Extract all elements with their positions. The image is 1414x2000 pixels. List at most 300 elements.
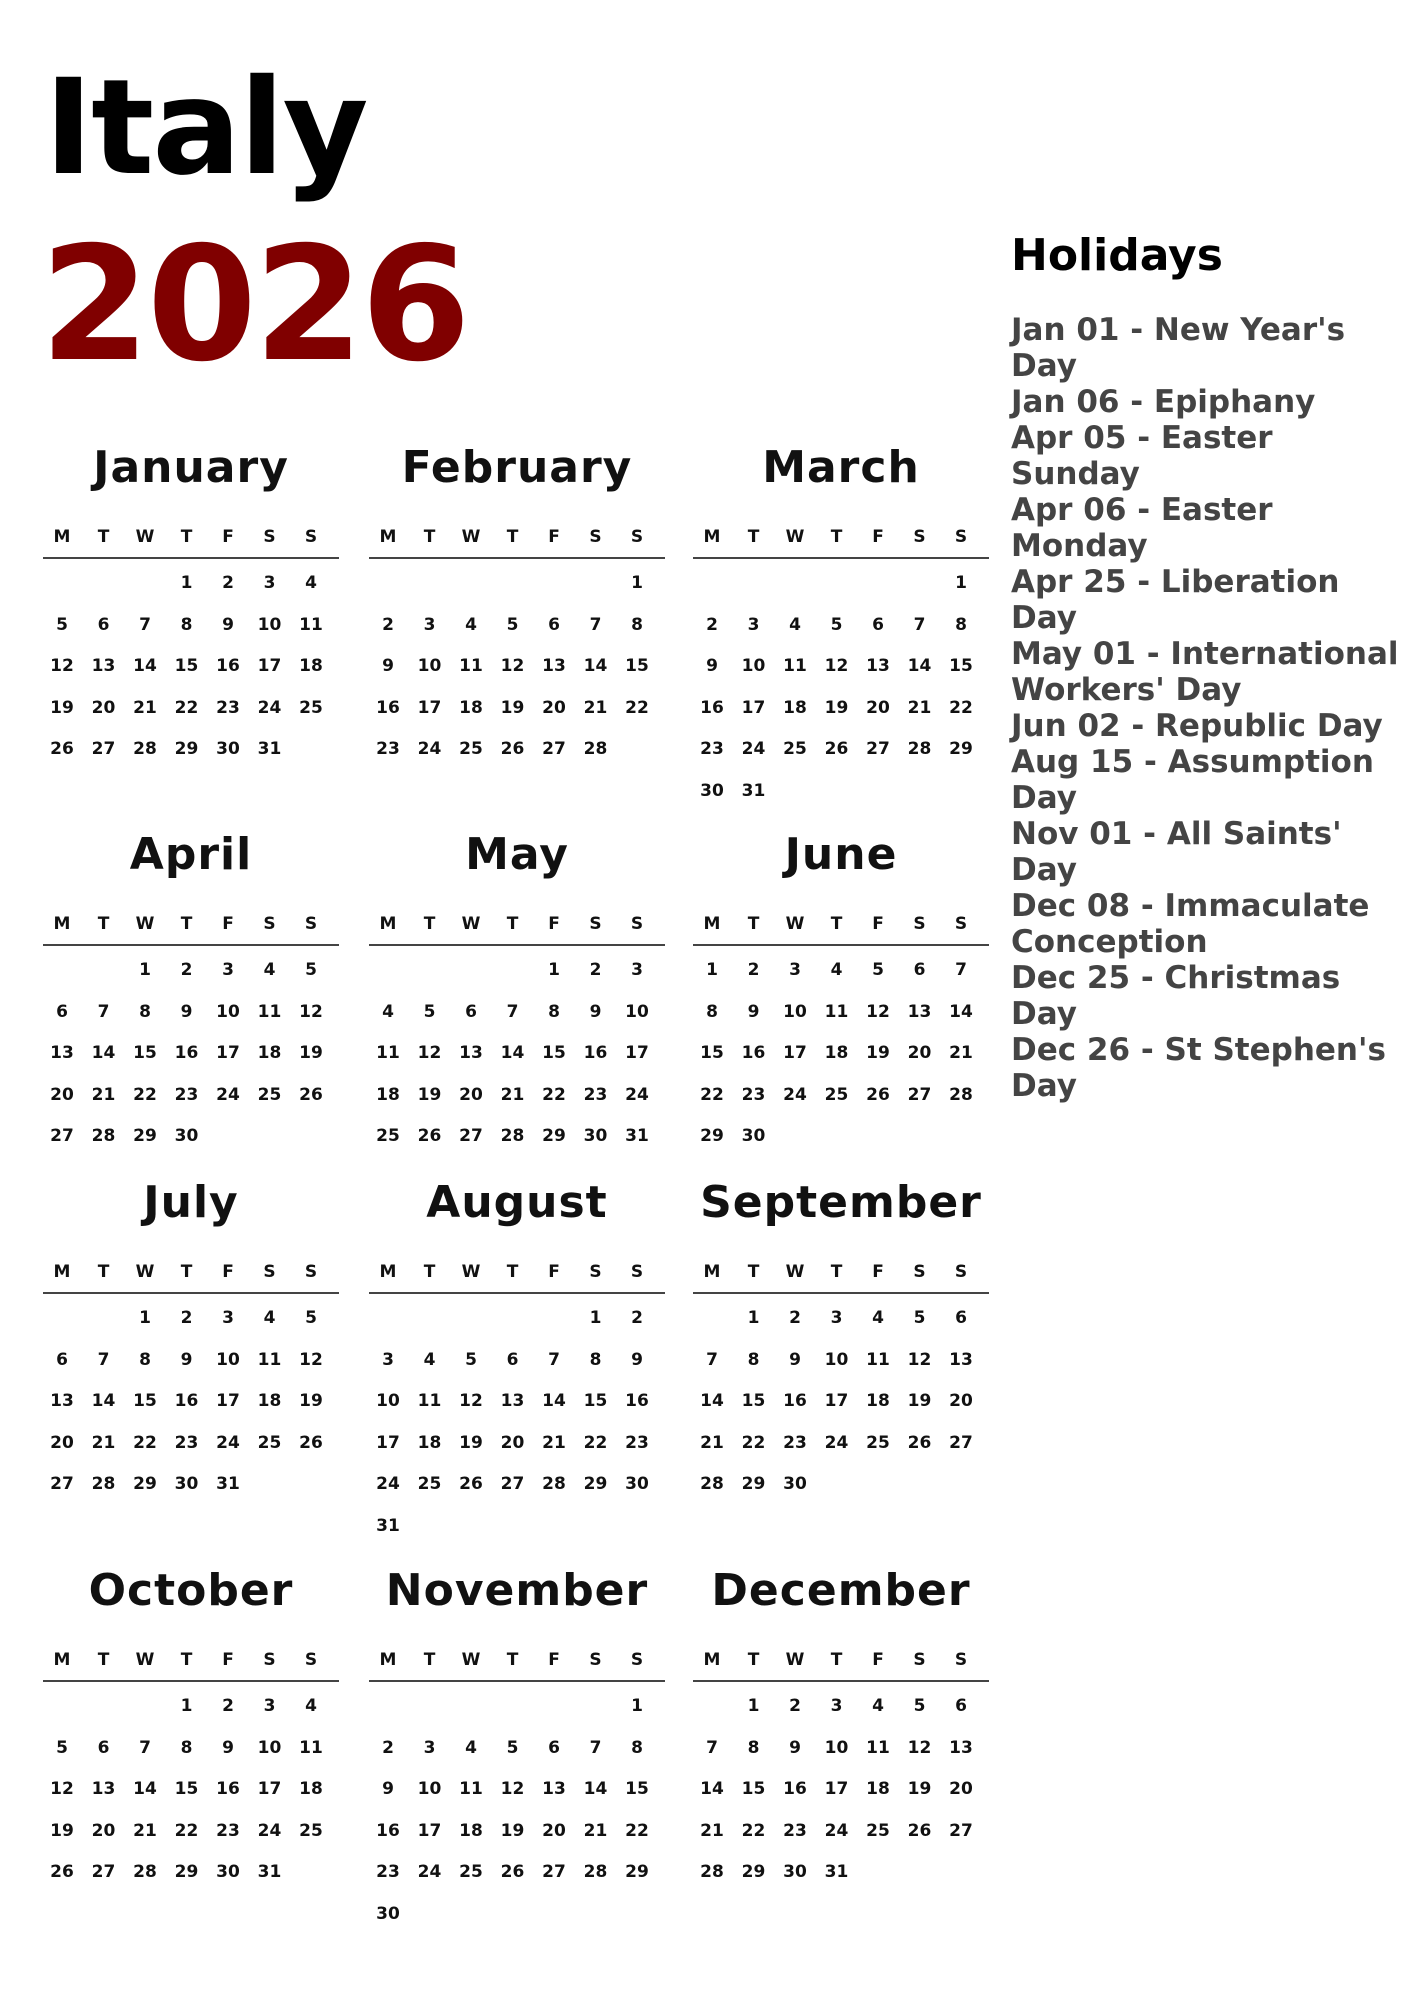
day-cell: 11 [376, 1043, 400, 1063]
day-cell: 1 [180, 1696, 193, 1716]
day-cell: 17 [417, 697, 442, 718]
weekday-label: W [785, 914, 805, 934]
weekday-label: T [506, 527, 519, 547]
day-cell: 22 [741, 1432, 766, 1453]
day-cell: 4 [465, 614, 477, 635]
day-cell: 12 [866, 1001, 890, 1022]
day-cell: 30 [741, 1126, 766, 1146]
day-cell: 24 [417, 1862, 442, 1882]
day-cell: 22 [542, 1084, 566, 1105]
weekday-label: S [630, 1262, 644, 1282]
weekday-label: F [222, 914, 234, 934]
day-cell: 5 [465, 1349, 477, 1370]
day-cell: 5 [506, 1737, 519, 1758]
day-cell: 21 [91, 1084, 116, 1105]
weekday-label: F [222, 527, 234, 547]
day-cell: 5 [305, 1308, 317, 1328]
day-cell: 3 [222, 960, 234, 980]
day-cell: 7 [548, 1349, 560, 1370]
weekday-label: F [872, 527, 884, 547]
day-cell: 6 [548, 1737, 560, 1758]
day-cell: 22 [583, 1432, 608, 1453]
day-cell: 10 [417, 1779, 442, 1799]
day-cell: 27 [542, 1862, 566, 1882]
day-cell: 28 [133, 1862, 157, 1882]
day-cell: 5 [506, 614, 519, 635]
day-cell: 20 [500, 1432, 525, 1453]
weekday-label: T [180, 1262, 193, 1282]
weekday-label: T [747, 1650, 760, 1670]
day-cell: 18 [459, 697, 483, 718]
month-name: November [385, 1565, 649, 1616]
day-cell: 2 [222, 1696, 234, 1716]
day-cell: 22 [174, 1820, 199, 1841]
day-cell: 29 [542, 1126, 566, 1146]
day-cell: 3 [789, 960, 801, 980]
day-cell: 21 [907, 697, 932, 718]
day-cell: 15 [741, 1391, 766, 1411]
day-cell: 29 [583, 1474, 608, 1494]
month-name: January [93, 442, 289, 493]
day-cell: 31 [625, 1126, 649, 1146]
day-cell: 15 [741, 1779, 766, 1799]
day-cell: 25 [257, 1432, 282, 1453]
weekday-label: W [461, 914, 481, 934]
day-cell: 8 [139, 1349, 151, 1370]
month-name: June [784, 829, 898, 880]
day-cell: 11 [257, 1349, 282, 1370]
day-cell: 27 [907, 1084, 932, 1105]
day-cell: 20 [907, 1043, 932, 1063]
day-cell: 18 [299, 1779, 323, 1799]
weekday-label: T [830, 914, 843, 934]
holidays-title: Holidays [1011, 230, 1223, 281]
day-cell: 16 [625, 1391, 649, 1411]
day-cell: 7 [589, 1737, 602, 1758]
day-cell: 11 [866, 1737, 890, 1758]
day-cell: 11 [783, 656, 807, 676]
day-cell: 4 [305, 573, 317, 593]
day-cell: 29 [700, 1126, 724, 1146]
holiday-item: Jun 02 - Republic Day [1011, 708, 1383, 744]
day-cell: 23 [376, 739, 400, 759]
day-cell: 22 [174, 697, 199, 718]
day-cell: 30 [783, 1862, 807, 1882]
day-cell: 29 [133, 1126, 157, 1146]
weekday-label: S [304, 527, 318, 547]
day-cell: 26 [866, 1084, 890, 1105]
month-name: March [762, 442, 920, 493]
day-cell: 31 [741, 780, 766, 801]
day-cell: 20 [459, 1084, 483, 1105]
day-cell: 15 [133, 1043, 157, 1063]
holidays-panel [1011, 230, 1406, 1104]
weekday-label: W [461, 1650, 481, 1670]
holiday-list [1011, 312, 1406, 1104]
weekday-label: S [263, 1262, 276, 1282]
day-cell: 7 [139, 1737, 151, 1758]
day-cell: 7 [97, 1349, 110, 1370]
day-cell: 10 [824, 1737, 849, 1758]
day-cell: 14 [583, 1779, 608, 1799]
weekday-label: W [785, 527, 805, 547]
weekday-label: S [913, 1262, 926, 1282]
weekday-label: S [304, 1650, 318, 1670]
day-cell: 3 [263, 573, 276, 593]
day-cell: 30 [216, 1862, 240, 1882]
day-cell: 28 [949, 1084, 973, 1105]
day-cell: 23 [700, 739, 724, 759]
holiday-item: Jan 06 - Epiphany [1011, 384, 1316, 420]
day-cell: 9 [382, 656, 394, 676]
day-cell: 27 [91, 1862, 116, 1882]
weekday-label: T [97, 1650, 110, 1670]
weekday-label: W [135, 527, 155, 547]
month-name: October [88, 1565, 294, 1616]
weekday-label: F [222, 1650, 234, 1670]
day-cell: 18 [257, 1043, 282, 1063]
day-cell: 4 [830, 960, 843, 980]
month-name: May [465, 829, 569, 880]
weekday-label: M [379, 527, 397, 547]
day-cell: 27 [949, 1432, 973, 1453]
day-cell: 25 [459, 739, 483, 759]
month-name: December [711, 1565, 971, 1616]
day-cell: 25 [257, 1084, 282, 1105]
day-cell: 22 [133, 1084, 157, 1105]
day-cell: 8 [747, 1349, 760, 1370]
day-cell: 18 [783, 697, 807, 718]
day-cell: 16 [174, 1391, 199, 1411]
weekday-label: W [135, 914, 155, 934]
weekday-label: F [548, 527, 560, 547]
day-cell: 18 [866, 1391, 890, 1411]
day-cell: 8 [631, 1737, 643, 1758]
day-cell: 8 [180, 614, 193, 635]
day-cell: 17 [783, 1043, 807, 1063]
day-cell: 6 [955, 1696, 967, 1716]
day-cell: 10 [783, 1001, 807, 1022]
day-cell: 30 [783, 1474, 807, 1494]
month-name: September [700, 1177, 982, 1228]
day-cell: 18 [257, 1391, 282, 1411]
day-cell: 11 [299, 614, 323, 635]
weekday-label: F [872, 1262, 884, 1282]
day-cell: 27 [949, 1820, 973, 1841]
day-cell: 29 [133, 1474, 157, 1494]
day-cell: 17 [417, 1820, 442, 1841]
day-cell: 21 [133, 697, 157, 718]
day-cell: 17 [216, 1391, 240, 1411]
day-cell: 15 [583, 1391, 608, 1411]
day-cell: 14 [700, 1779, 724, 1799]
day-cell: 21 [500, 1084, 525, 1105]
day-cell: 29 [741, 1474, 766, 1494]
day-cell: 19 [907, 1779, 932, 1799]
day-cell: 2 [589, 960, 602, 980]
day-cell: 11 [459, 656, 483, 676]
day-cell: 3 [631, 960, 643, 980]
weekday-label: F [548, 914, 560, 934]
day-cell: 12 [50, 1779, 74, 1799]
day-cell: 27 [50, 1126, 74, 1146]
day-cell: 4 [789, 614, 801, 635]
day-cell: 3 [222, 1308, 234, 1328]
holiday-item: Apr 06 - Easter Monday [1011, 492, 1273, 564]
day-cell: 16 [583, 1043, 608, 1063]
day-cell: 4 [423, 1349, 436, 1370]
day-cell: 24 [216, 1084, 240, 1105]
weekday-label: T [747, 1262, 760, 1282]
day-cell: 19 [866, 1043, 890, 1063]
day-cell: 19 [500, 697, 525, 718]
day-cell: 4 [305, 1696, 317, 1716]
day-cell: 17 [376, 1432, 400, 1453]
day-cell: 26 [50, 1862, 74, 1882]
day-cell: 26 [299, 1432, 323, 1453]
month-name: August [426, 1177, 608, 1228]
day-cell: 23 [783, 1820, 807, 1841]
day-cell: 16 [216, 656, 240, 676]
day-cell: 14 [583, 656, 608, 676]
day-cell: 31 [376, 1515, 400, 1536]
day-cell: 8 [548, 1001, 560, 1022]
day-cell: 5 [423, 1001, 436, 1022]
weekday-label: T [830, 527, 843, 547]
weekday-header [693, 527, 989, 559]
day-cell: 28 [542, 1474, 566, 1494]
day-cell: 6 [548, 614, 560, 635]
day-cell: 14 [700, 1391, 724, 1411]
holiday-item: Dec 25 - Christmas Day [1011, 960, 1341, 1032]
day-cell: 2 [789, 1308, 801, 1328]
weekday-header [43, 1262, 339, 1294]
weekday-header [693, 914, 989, 946]
weekday-label: S [589, 1262, 602, 1282]
day-cell: 6 [913, 960, 926, 980]
weekday-label: F [548, 1650, 560, 1670]
day-cell: 23 [783, 1432, 807, 1453]
day-cell: 19 [50, 697, 74, 718]
day-cell: 20 [542, 1820, 566, 1841]
day-cell: 7 [955, 960, 967, 980]
day-cell: 12 [417, 1043, 442, 1063]
day-cell: 19 [417, 1084, 442, 1105]
day-cell: 5 [872, 960, 884, 980]
weekday-header [369, 1262, 665, 1294]
weekday-label: S [263, 914, 276, 934]
weekday-label: S [589, 914, 602, 934]
day-cell: 3 [423, 614, 436, 635]
day-cell: 22 [133, 1432, 157, 1453]
day-cell: 26 [907, 1432, 932, 1453]
day-cell: 17 [741, 697, 766, 718]
day-cell: 8 [955, 614, 967, 635]
day-cell: 18 [459, 1820, 483, 1841]
day-cell: 17 [824, 1391, 849, 1411]
day-cell: 25 [299, 1820, 323, 1841]
weekday-label: T [97, 1262, 110, 1282]
day-cell: 10 [257, 1737, 282, 1758]
day-cell: 29 [625, 1862, 649, 1882]
day-cell: 24 [824, 1820, 849, 1841]
day-cell: 9 [789, 1349, 801, 1370]
day-cell: 10 [216, 1001, 240, 1022]
day-cell: 13 [50, 1043, 74, 1063]
day-cell: 23 [216, 1820, 240, 1841]
weekday-label: T [180, 1650, 193, 1670]
weekday-header [369, 914, 665, 946]
day-cell: 21 [91, 1432, 116, 1453]
day-cell: 18 [866, 1779, 890, 1799]
day-cell: 7 [506, 1001, 519, 1022]
day-cell: 13 [949, 1737, 973, 1758]
day-cell: 30 [174, 1474, 199, 1494]
weekday-label: S [263, 527, 276, 547]
month-name: February [401, 442, 633, 493]
day-cell: 3 [830, 1696, 843, 1716]
holiday-item: Nov 01 - All Saints' Day [1011, 816, 1342, 888]
day-cell: 9 [222, 1737, 234, 1758]
day-cell: 5 [913, 1308, 926, 1328]
day-cell: 1 [548, 960, 560, 980]
weekday-header [693, 1650, 989, 1682]
day-cell: 5 [56, 1737, 68, 1758]
day-cell: 24 [257, 1820, 282, 1841]
weekday-label: S [630, 527, 644, 547]
month-name: April [129, 829, 253, 880]
day-cell: 7 [706, 1737, 718, 1758]
day-cell: 6 [56, 1001, 68, 1022]
day-cell: 29 [949, 739, 973, 759]
day-cell: 29 [174, 1862, 199, 1882]
day-cell: 16 [783, 1391, 807, 1411]
day-cell: 8 [139, 1001, 151, 1022]
day-cell: 25 [376, 1126, 400, 1146]
day-cell: 15 [625, 656, 649, 676]
day-cell: 1 [139, 1308, 151, 1328]
day-cell: 21 [700, 1432, 724, 1453]
weekday-label: T [506, 914, 519, 934]
day-cell: 4 [382, 1001, 394, 1022]
day-cell: 19 [824, 697, 849, 718]
day-cell: 14 [949, 1001, 973, 1022]
day-cell: 23 [174, 1432, 199, 1453]
day-cell: 24 [625, 1084, 649, 1105]
day-cell: 1 [180, 573, 193, 593]
day-cell: 21 [949, 1043, 973, 1063]
day-cell: 23 [376, 1862, 400, 1882]
day-cell: 20 [866, 697, 890, 718]
day-cell: 14 [500, 1043, 525, 1063]
day-cell: 18 [417, 1432, 442, 1453]
day-cell: 10 [625, 1001, 649, 1022]
day-cell: 15 [700, 1043, 724, 1063]
day-cell: 7 [97, 1001, 110, 1022]
day-cell: 26 [459, 1474, 483, 1494]
holiday-item: Aug 15 - Assumption Day [1011, 744, 1374, 816]
day-cell: 27 [50, 1474, 74, 1494]
weekday-label: T [423, 1262, 436, 1282]
day-cell: 24 [417, 739, 442, 759]
day-cell: 25 [783, 739, 807, 759]
day-cell: 31 [824, 1862, 849, 1882]
weekday-label: M [53, 1262, 71, 1282]
weekday-label: F [872, 914, 884, 934]
day-cell: 26 [50, 739, 74, 759]
day-cell: 23 [583, 1084, 608, 1105]
day-cell: 18 [376, 1084, 400, 1105]
day-cell: 10 [741, 656, 766, 676]
day-cell: 20 [542, 697, 566, 718]
day-cell: 17 [824, 1779, 849, 1799]
day-cell: 16 [174, 1043, 199, 1063]
day-cell: 26 [299, 1084, 323, 1105]
weekday-header [43, 914, 339, 946]
day-cell: 28 [700, 1474, 724, 1494]
day-cell: 4 [872, 1696, 884, 1716]
weekday-label: S [630, 1650, 644, 1670]
day-cell: 13 [91, 1779, 116, 1799]
weekday-label: S [913, 1650, 926, 1670]
day-cell: 26 [907, 1820, 932, 1841]
day-cell: 29 [174, 739, 199, 759]
day-cell: 13 [459, 1043, 483, 1063]
weekday-label: T [506, 1262, 519, 1282]
day-cell: 22 [625, 1820, 649, 1841]
weekday-label: S [954, 1262, 968, 1282]
weekday-label: S [630, 914, 644, 934]
weekday-label: S [954, 914, 968, 934]
day-cell: 5 [56, 614, 68, 635]
day-cell: 17 [257, 656, 282, 676]
day-cell: 7 [589, 614, 602, 635]
day-cell: 4 [263, 1308, 276, 1328]
day-cell: 11 [866, 1349, 890, 1370]
day-cell: 4 [263, 960, 276, 980]
day-cell: 5 [305, 960, 317, 980]
day-cell: 24 [376, 1474, 400, 1494]
day-cell: 23 [741, 1084, 766, 1105]
country-title: Italy [44, 51, 367, 205]
day-cell: 10 [417, 656, 442, 676]
day-cell: 13 [866, 656, 890, 676]
day-cell: 10 [216, 1349, 240, 1370]
day-cell: 14 [91, 1043, 116, 1063]
day-cell: 23 [216, 697, 240, 718]
day-cell: 16 [376, 697, 400, 718]
day-cell: 28 [91, 1474, 116, 1494]
weekday-label: W [135, 1650, 155, 1670]
weekday-label: T [506, 1650, 519, 1670]
day-cell: 8 [631, 614, 643, 635]
day-cell: 31 [257, 739, 282, 759]
day-cell: 9 [589, 1001, 602, 1022]
day-cell: 12 [459, 1391, 483, 1411]
weekday-header [369, 527, 665, 559]
day-cell: 28 [91, 1126, 116, 1146]
day-cell: 12 [299, 1001, 323, 1022]
day-cell: 6 [97, 614, 110, 635]
weekday-label: M [379, 1262, 397, 1282]
day-cell: 26 [500, 1862, 525, 1882]
day-cell: 14 [133, 656, 157, 676]
day-cell: 25 [866, 1432, 890, 1453]
day-cell: 24 [824, 1432, 849, 1453]
day-cell: 10 [824, 1349, 849, 1370]
day-cell: 1 [139, 960, 151, 980]
day-cell: 27 [542, 739, 566, 759]
